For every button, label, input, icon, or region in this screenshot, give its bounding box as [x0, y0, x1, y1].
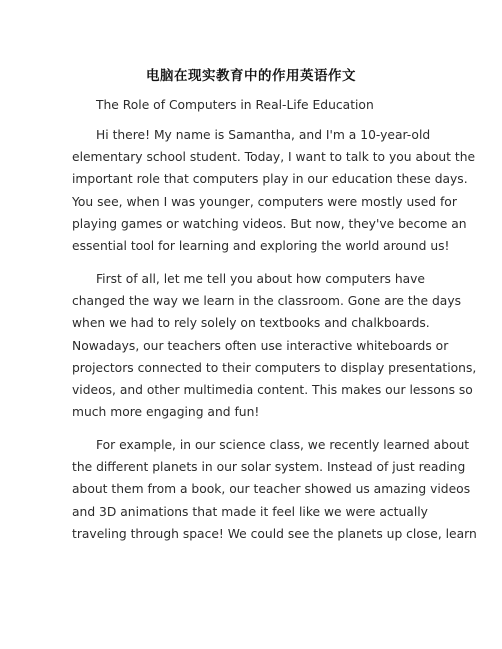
- paragraph-3: [72, 434, 477, 545]
- paragraph-line: the different planets in our solar system. Instead of just reading: [72, 460, 466, 475]
- paragraph-line: For example, in our science class, we recently learned about: [96, 438, 470, 452]
- paragraph-line: playing games or watching videos. But now, they've become an: [72, 216, 467, 231]
- paragraph-line: much more engaging and fun!: [72, 405, 260, 420]
- paragraph-line: Nowadays, our teachers often use interactive whiteboards or: [72, 338, 449, 353]
- paragraph-line: videos, and other multimedia content. This makes our lessons so: [72, 383, 473, 398]
- paragraph-line: elementary school student. Today, I want to talk to you about the: [72, 150, 476, 165]
- paragraph-line: changed the way we learn in the classroom. Gone are the days: [72, 294, 462, 309]
- paragraph-line: important role that computers play in our education these days.: [72, 172, 468, 187]
- paragraph-1: [72, 124, 476, 257]
- paragraph-line: about them from a book, our teacher showed us amazing videos: [72, 482, 471, 497]
- paragraph-line: First of all, let me tell you about how computers have: [96, 272, 425, 286]
- paragraph-line: traveling through space! We could see the planets up close, learn: [72, 526, 477, 541]
- paragraph-line: You see, when I was younger, computers were mostly used for: [72, 194, 457, 209]
- paragraph-2: [72, 268, 477, 423]
- paragraph-line: projectors connected to their computers to display presentations,: [72, 360, 477, 375]
- paragraph-line: essential tool for learning and exploring the world around us!: [72, 239, 450, 254]
- paragraph-line: Hi there! My name is Samantha, and I'm a 10-year-old: [96, 128, 431, 142]
- paragraph-line: when we had to rely solely on textbooks and chalkboards.: [72, 316, 430, 331]
- document-title: 电脑在现实教育中的作用英语作文: [146, 68, 356, 84]
- essay-subtitle: The Role of Computers in Real-Life Education: [96, 98, 374, 112]
- paragraph-line: and 3D animations that made it feel like we were actually: [72, 504, 428, 519]
